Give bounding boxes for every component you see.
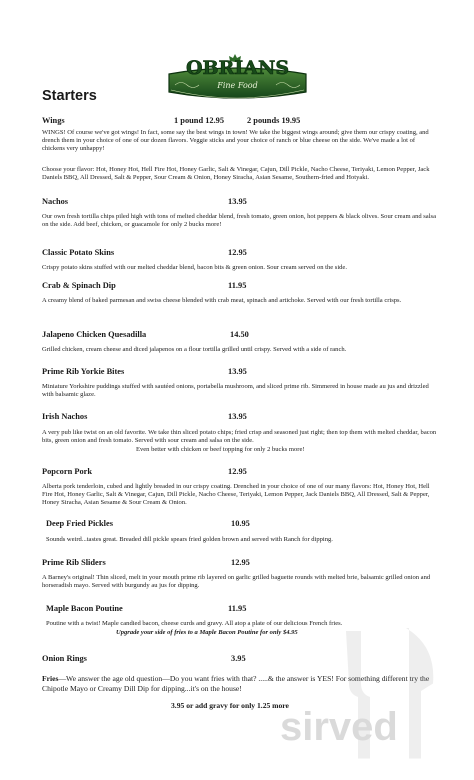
item-skins-name: Classic Potato Skins: [42, 248, 115, 257]
item-skins-price: 12.95: [228, 248, 247, 257]
item-rings-price: 3.95: [231, 654, 246, 663]
item-sliders-desc: A Barney's original! Thin sliced, melt in your mouth prime rib layered on garlic grilled baguette rounds with melted brie, balsamic grilled onion and horseradish mayo. Served with burgundy au jus for dipping.: [42, 574, 431, 590]
item-poutine-upgrade: Upgrade your side of fries to a Maple Bacon Poutine for only $4.95: [116, 629, 298, 636]
item-nachos-desc: Our own fresh tortilla chips piled high with tons of melted cheddar blend, fresh tomato, green onion, hot peppers & black olives. Sour cream and salsa on the side. Add beef, chicken, or guacamole for only 2 bucks more!: [42, 213, 436, 229]
item-irish-name: Irish Nachos: [42, 412, 88, 421]
item-fries-price: 3.95 or add gravy for only 1.25 more: [171, 701, 289, 710]
item-wings-desc: WINGS! Of course we've got wings! In fact, some say the best wings in town! We take the biggest wings around; give them our crispy coating, and drench them in your choice of one of our dozen flavors. Veggie sticks and your choice of ranch or blue cheese on the side. We've made a lot of chickens very unhappy!: [42, 129, 429, 153]
item-nachos-name: Nachos: [42, 197, 69, 206]
item-dip-price: 11.95: [228, 281, 247, 290]
item-poutine-name: Maple Bacon Poutine: [46, 604, 123, 613]
item-quesadilla-desc: Grilled chicken, cream cheese and diced jalapenos on a flour tortilla grilled until crispy. Served with a side of ranch.: [42, 346, 347, 353]
item-yorkie-name: Prime Rib Yorkie Bites: [42, 367, 125, 376]
item-poutine-price: 11.95: [228, 604, 247, 613]
item-rings-name: Onion Rings: [42, 654, 87, 663]
item-wings-price-2: 2 pounds 19.95: [247, 116, 301, 125]
item-nachos-price: 13.95: [228, 197, 247, 206]
item-irish-price: 13.95: [228, 412, 247, 421]
item-quesadilla-name: Jalapeno Chicken Quesadilla: [42, 330, 147, 339]
item-pickles-price: 10.95: [231, 519, 250, 528]
item-sliders-name: Prime Rib Sliders: [42, 558, 106, 567]
item-yorkie-price: 13.95: [228, 367, 247, 376]
item-pickles-name: Deep Fried Pickles: [46, 519, 113, 528]
item-wings-flavors: Choose your flavor: Hot, Honey Hot, Hell Fire Hot, Honey Garlic, Salt & Vinegar, Cajun, Dill Pickle, Nacho Cheese, Teriyaki, Lemon Pepper, Jack Daniels BBQ, All Dressed, Salt & Pepper, Sour Cream & Onion, Honey Siracha, Asian Sesame, Southern-fried and Hotyaki.: [42, 166, 430, 182]
obrians-logo: [165, 52, 310, 106]
item-quesadilla-price: 14.50: [230, 330, 249, 339]
item-irish-desc: A very pub like twist on an old favorite. We take thin sliced potato chips; fried crisp and seasoned just right; then top them with melted cheddar, bacon bits, green onion and fresh tomato. Served with sour cream and salsa on the side.: [42, 429, 437, 445]
item-irish-extra: Even better with chicken or beef topping for only 2 bucks more!: [136, 446, 305, 453]
item-pickles-desc: Sounds weird...tastes great. Breaded dill pickle spears fried golden brown and served with Ranch for dipping.: [46, 536, 333, 543]
logo-tagline-text: Fine Food: [217, 81, 258, 90]
item-fries-desc: —We answer the age old question—Do you want fries with that? .....& the answer is YES! For something different try the Chipotle Mayo or Creamy Dill Dip for dipping...it's on the house!: [42, 674, 430, 693]
logo-brand-text: OBRIANS: [185, 57, 290, 79]
item-wings-name: Wings: [42, 116, 65, 125]
section-title: Starters: [42, 88, 97, 104]
item-popcorn-desc: Alberta pork tenderloin, cubed and lightly breaded in our crispy coating. Drenched in your choice of one of our many flavors: Hot, Honey Hot, Hell Fire Hot, Honey Garlic, Salt & Vinegar, Cajun, Dill Pickle, Nacho Cheese, Teriyaki, Lemon Pepper, Jack Daniels BBQ, All Dressed, Salt & Pepper, Honey Siracha, Asian Sesame & Sour Cream & Onion.: [42, 483, 430, 507]
item-fries-label: Fries: [42, 674, 59, 683]
sirved-watermark-text: sirved: [280, 705, 398, 749]
item-sliders-price: 12.95: [231, 558, 250, 567]
item-dip-name: Crab & Spinach Dip: [42, 281, 116, 290]
item-skins-desc: Crispy potato skins stuffed with our melted cheddar blend, bacon bits & green onion. Sour cream served on the side.: [42, 264, 347, 271]
item-dip-desc: A creamy blend of baked parmesan and swiss cheese blended with crab meat, spinach and artichoke. Served with our fresh tortilla crisps.: [42, 297, 402, 304]
item-wings-price-1: 1 pound 12.95: [174, 116, 225, 125]
item-popcorn-price: 12.95: [228, 467, 247, 476]
item-poutine-desc: Poutine with a twist! Maple candied bacon, cheese curds and gravy. All atop a plate of our delicious French fries.: [46, 620, 343, 627]
item-popcorn-name: Popcorn Pork: [42, 467, 93, 476]
item-yorkie-desc: Miniature Yorkshire puddings stuffed with sautéed onions, portabella mushroom, and sliced prime rib. Simmered in house made au jus and drizzled with balsamic glaze.: [42, 383, 429, 399]
